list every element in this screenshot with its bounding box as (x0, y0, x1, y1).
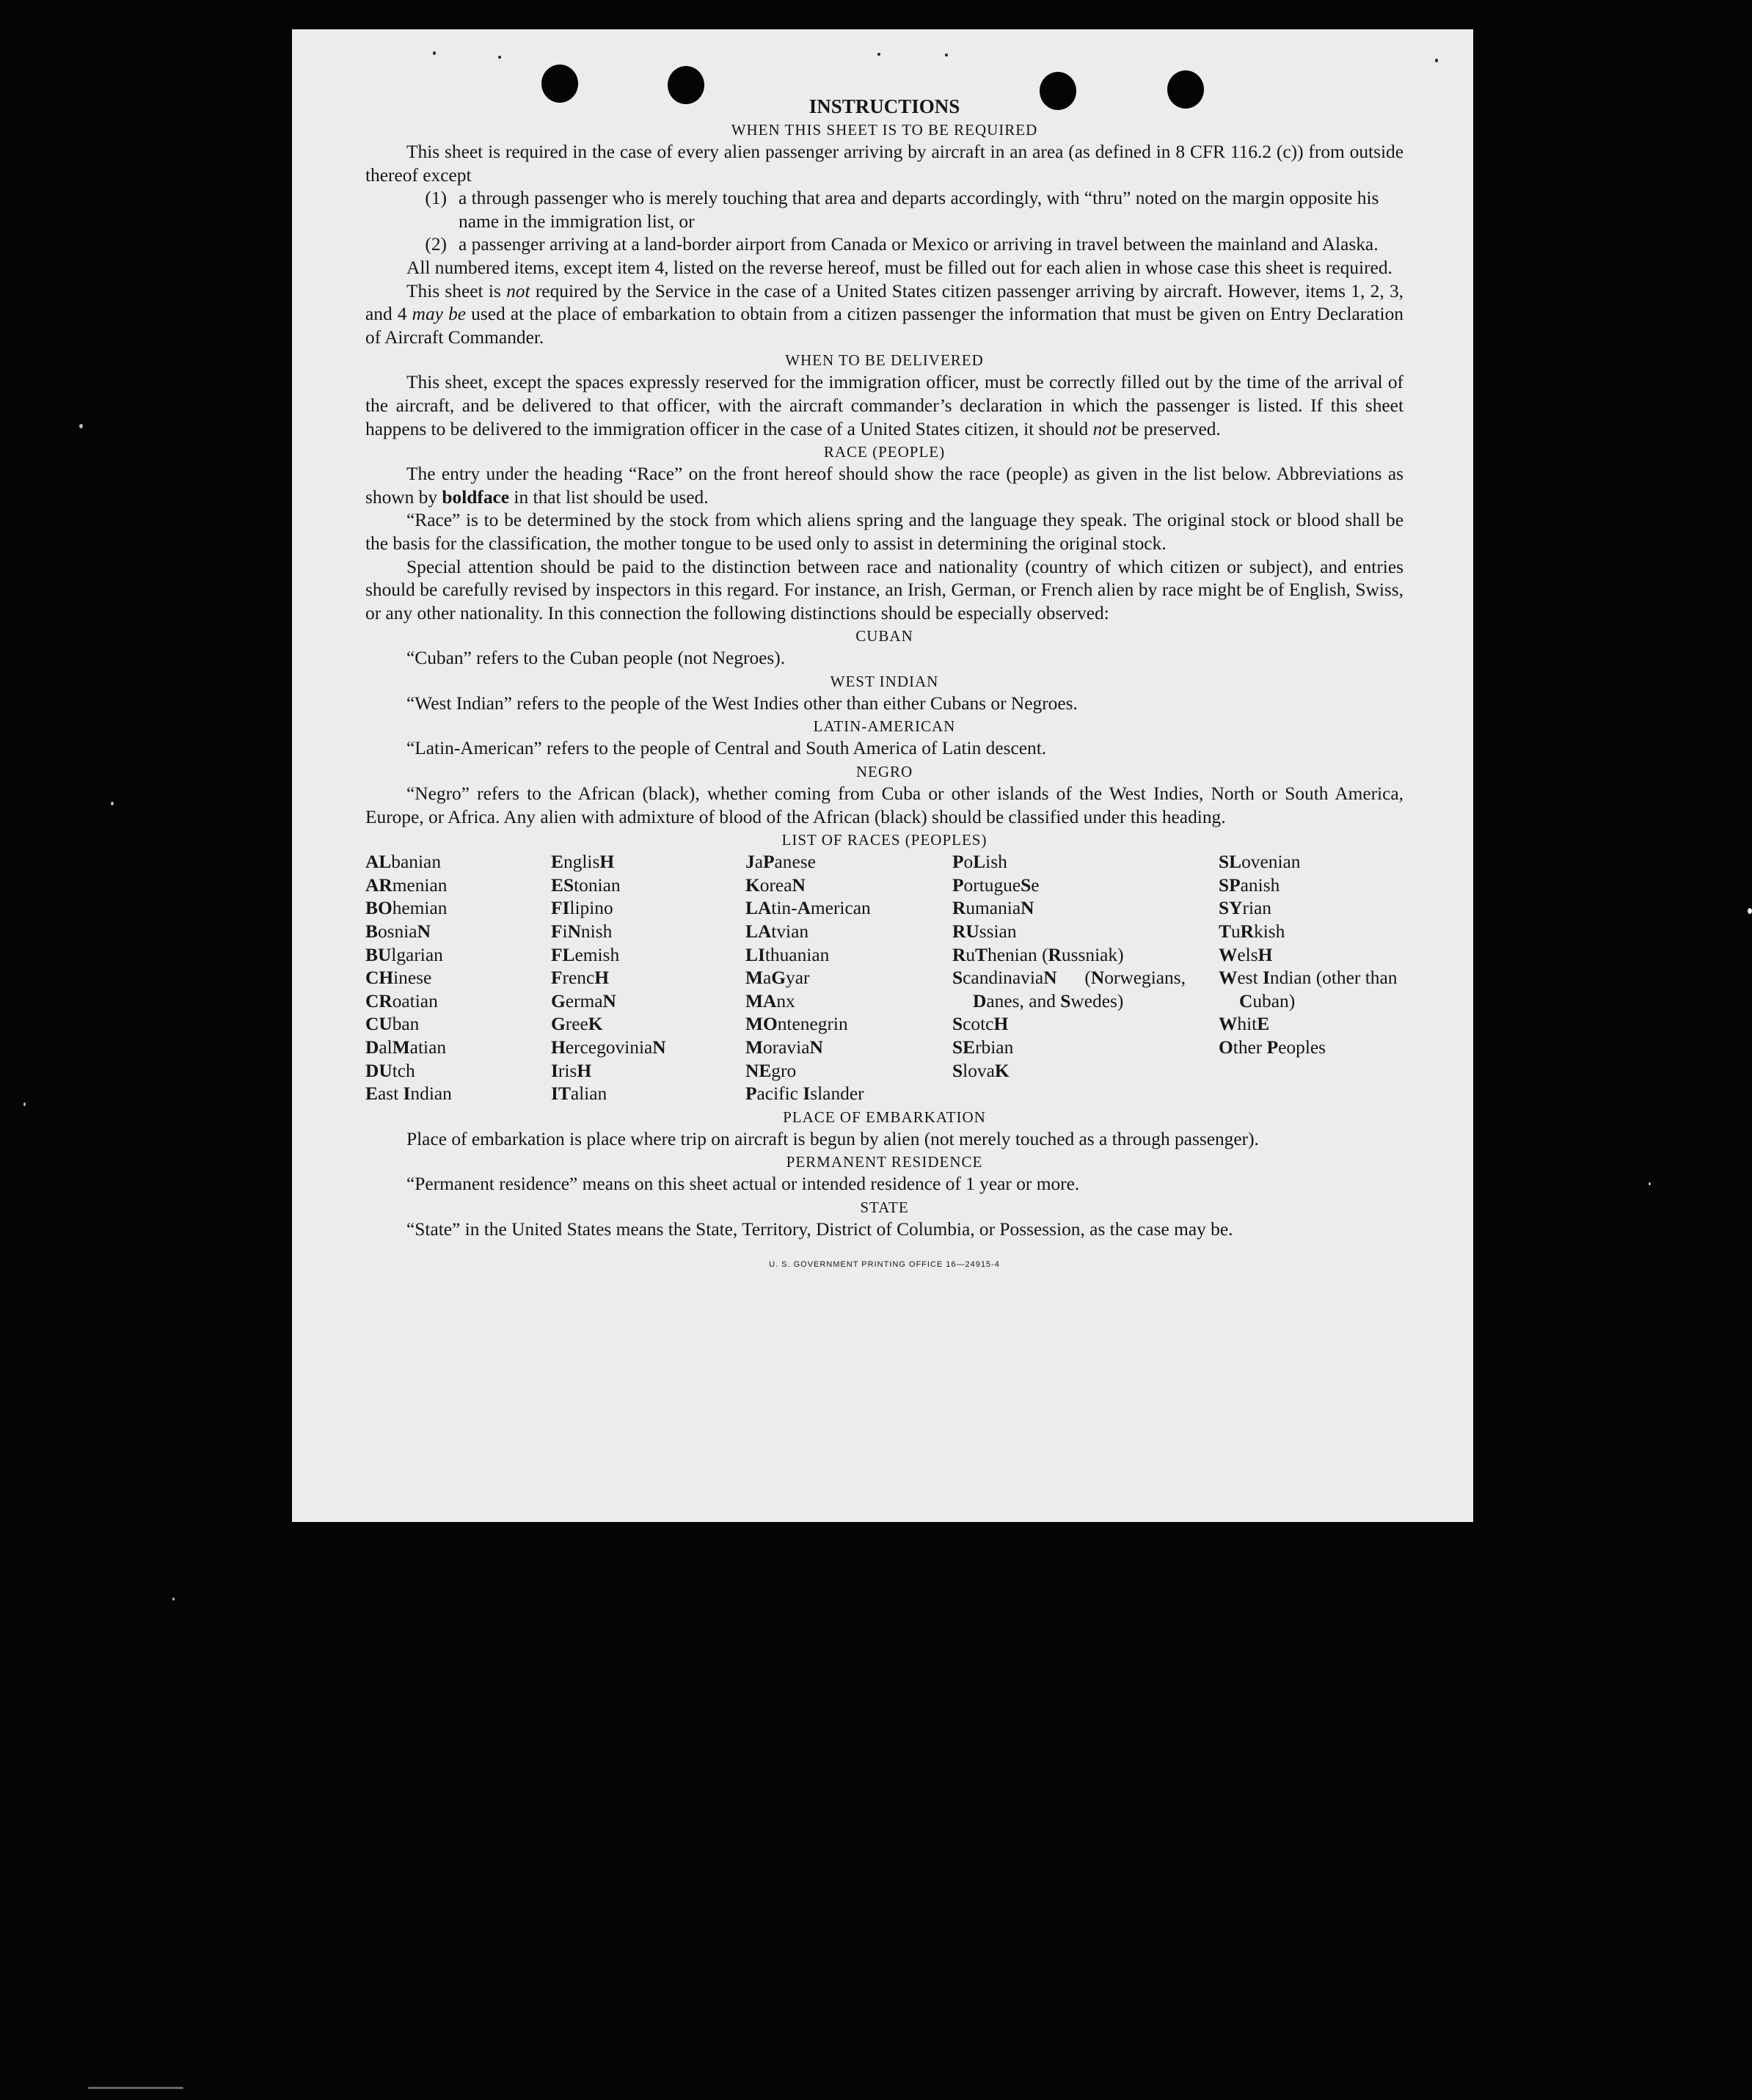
race-entry: Pacific Islander (745, 1083, 864, 1105)
race-entry: ARmenian (365, 874, 448, 896)
speck (877, 53, 880, 56)
section-heading: WEST INDIAN (830, 672, 939, 690)
speck (433, 51, 436, 55)
paragraph: Special attention should be paid to the distinction between race and nationality (country of which citizen or subject), and entries should be carefully revised by inspectors in this regard. For instance, an Irish, German, or French alien by race might be of English, Swiss, or any other nationality. In this connection the following distinctions should be especially observed: (365, 556, 1404, 623)
list-item: (2) a passenger arriving at a land-border airport from Canada or Mexico or arriving in travel between the mainland and Alaska. (425, 234, 1379, 255)
section-heading: LATIN-AMERICAN (813, 717, 956, 736)
paragraph: “Permanent residence” means on this sheet actual or intended residence of 1 year or more. (406, 1174, 1080, 1195)
scan-speck (1649, 1182, 1651, 1185)
race-entry: ITalian (551, 1083, 607, 1105)
race-entry: ScotcH (952, 1014, 1009, 1035)
section-heading: PLACE OF EMBARKATION (783, 1108, 986, 1126)
scan-speck (172, 1598, 175, 1600)
section-heading: PERMANENT RESIDENCE (786, 1153, 983, 1171)
race-entry: CUban (365, 1014, 420, 1035)
race-entry: PortugueSe (952, 874, 1040, 896)
race-entry: FIlipino (551, 898, 613, 919)
race-entry: BOhemian (365, 898, 448, 919)
race-column (745, 851, 952, 1106)
race-entry: BosniaN (365, 921, 431, 943)
paragraph: This sheet is not required by the Service in the case of a United States citizen passenger arriving by aircraft. However, items 1, 2, 3, and 4 may be used at the place of embarkation to obtain from a citizen passenger the information that must be given on Entry Declaration of Aircraft Commander. (365, 280, 1404, 348)
paragraph: “State” in the United States means the State, Territory, District of Columbia, or Possession, as the case may be. (406, 1218, 1233, 1240)
race-entry: LAtin-American (745, 898, 871, 919)
race-entry: JaPanese (745, 852, 816, 873)
paragraph: This sheet, except the spaces expressly reserved for the immigration officer, must be correctly filled out by the time of the arrival of the aircraft, and be delivered to that officer, with the aircraft commander’s declaration in which the passenger is listed. If this sheet happens to be delivered to the immigration officer in the case of a United States citizen, it should not be preserved. (365, 372, 1404, 439)
race-entry: ScandinaviaN (Norwegians, Danes, and Swedes) (952, 967, 1186, 1011)
race-entry: DUtch (365, 1060, 415, 1081)
race-entry: Other Peoples (1219, 1037, 1326, 1058)
section-heading: WHEN TO BE DELIVERED (785, 351, 984, 370)
section-heading: LIST OF RACES (PEOPLES) (781, 831, 988, 849)
scan-speck (23, 1102, 26, 1106)
paragraph: “Latin-American” refers to the people of Central and South America of Latin descent. (406, 738, 1047, 759)
race-entry: FLemish (551, 944, 620, 965)
race-entry: MAnx (745, 990, 795, 1011)
race-entry: SErbian (952, 1037, 1014, 1058)
race-entry: MOntenegrin (745, 1014, 848, 1035)
race-entry: SlovaK (952, 1060, 1010, 1081)
race-entry: MoraviaN (745, 1037, 823, 1058)
section-heading: RACE (PEOPLE) (823, 443, 946, 461)
race-entry: CHinese (365, 967, 432, 989)
race-entry: WhitE (1219, 1014, 1270, 1035)
race-entry: SLovenian (1219, 852, 1301, 873)
race-entry: CRoatian (365, 990, 438, 1011)
paragraph: “Cuban” refers to the Cuban people (not Negroes). (406, 648, 786, 669)
paragraph: “Negro” refers to the African (black), whether coming from Cuba or other islands of the West Indies, North or South America, Europe, or Africa. Any alien with admixture of blood of the African (black) should be classified under this heading. (365, 783, 1404, 827)
scan-speck (1748, 908, 1752, 914)
scan-speck (79, 424, 83, 428)
race-entry: LIthuanian (745, 944, 830, 965)
race-entry: West Indian (other than Cuban) (1219, 967, 1398, 1011)
speck (1435, 59, 1438, 62)
race-list (365, 851, 1404, 1106)
race-entry: East Indian (365, 1083, 452, 1105)
race-entry: FrencH (551, 967, 609, 989)
speck (945, 54, 948, 56)
section-heading: CUBAN (855, 627, 913, 645)
race-column (365, 851, 551, 1106)
paragraph: This sheet is required in the case of every alien passenger arriving by aircraft in an area (as defined in 8 CFR 116.2 (c)) from outside thereof except (365, 142, 1404, 186)
race-entry: KoreaN (745, 874, 806, 896)
scan-speck (88, 2087, 183, 2089)
race-entry: DalMatian (365, 1037, 447, 1058)
instructions-text (365, 94, 1404, 1276)
paragraph: “West Indian” refers to the people of the West Indies other than either Cubans or Negroes. (406, 692, 1078, 714)
race-column (952, 851, 1219, 1106)
paragraph: Place of embarkation is place where trip on aircraft is begun by alien (not merely touched as a through passenger). (406, 1128, 1259, 1149)
race-entry: GermaN (551, 990, 616, 1011)
scan-speck (111, 802, 114, 805)
race-entry: HercegoviniaN (551, 1037, 666, 1058)
section-heading: WHEN THIS SHEET IS TO BE REQUIRED (731, 121, 1038, 139)
printer-imprint: U. S. GOVERNMENT PRINTING OFFICE 16—24915-4 (769, 1259, 1000, 1269)
document-title: INSTRUCTIONS (809, 95, 960, 117)
paragraph: All numbered items, except item 4, listed on the reverse hereof, must be filled out for each alien in whose case this sheet is required. (406, 257, 1393, 278)
race-entry: MaGyar (745, 967, 810, 989)
race-entry: ALbanian (365, 852, 442, 873)
section-heading: STATE (860, 1198, 909, 1216)
race-column (551, 851, 745, 1106)
race-entry: BUlgarian (365, 944, 443, 965)
race-entry: FiNnish (551, 921, 613, 943)
race-entry: NEgro (745, 1060, 797, 1081)
race-entry: EnglisH (551, 852, 615, 873)
race-entry: RuThenian (Russniak) (952, 944, 1124, 965)
race-entry: PoLish (952, 852, 1007, 873)
paragraph: The entry under the heading “Race” on the front hereof should show the race (people) as given in the list below. Abbreviations as shown by boldface in that list should be used. (365, 464, 1404, 508)
section-heading: NEGRO (855, 763, 913, 781)
paragraph: “Race” is to be determined by the stock from which aliens spring and the language they speak. The original stock or blood shall be the basis for the classification, the mother tongue to be used only to assist in determining the original stock. (365, 510, 1404, 554)
document-page (292, 29, 1473, 1522)
race-entry: GreeK (551, 1014, 603, 1035)
race-entry: TuRkish (1219, 921, 1285, 943)
speck (498, 56, 501, 59)
race-entry: SYrian (1219, 898, 1271, 919)
list-item: (1) a through passenger who is merely touching that area and departs accordingly, with “thru” noted on the margin opposite his name in the immigration list, or (425, 188, 1379, 232)
race-entry: RumaniaN (952, 898, 1034, 919)
race-entry: IrisH (551, 1060, 592, 1081)
race-entry: WelsH (1219, 944, 1273, 965)
race-entry: LAtvian (745, 921, 809, 943)
race-column (1219, 851, 1404, 1106)
race-entry: SPanish (1219, 874, 1280, 896)
race-entry: RUssian (952, 921, 1017, 943)
race-entry: EStonian (551, 874, 621, 896)
